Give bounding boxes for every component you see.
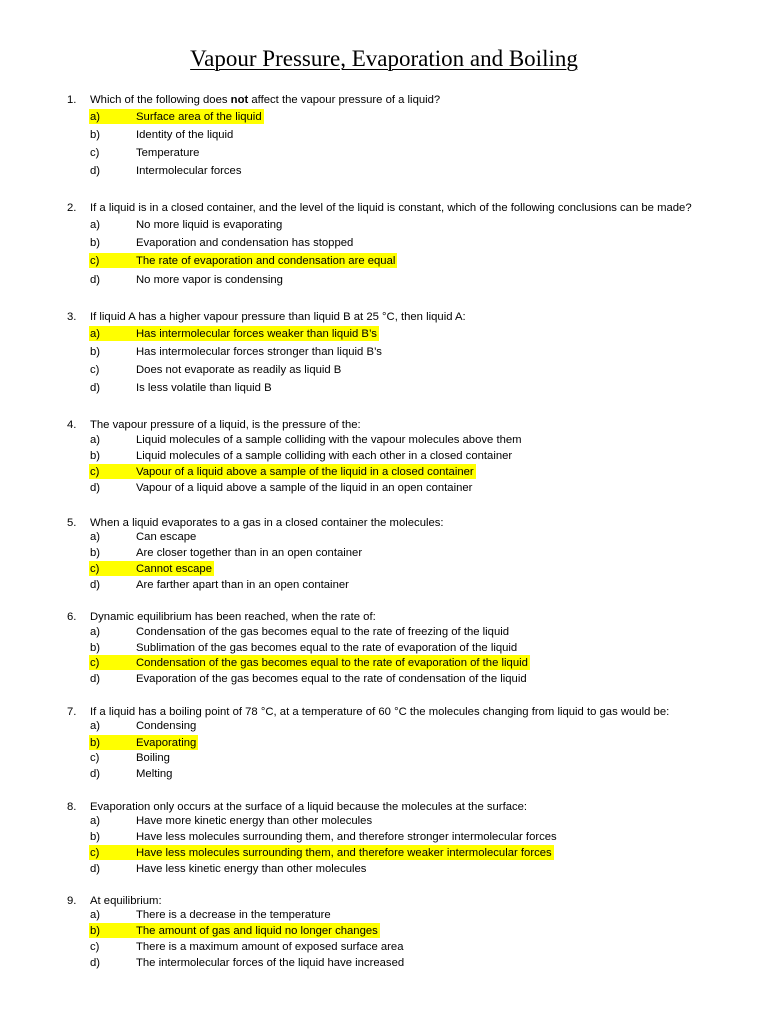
question-7-option-b: Evaporating <box>136 737 197 749</box>
question-2-option-b-label: b) <box>90 237 101 249</box>
question-9-option-b: The amount of gas and liquid no longer changes <box>136 925 378 937</box>
question-3-option-c-label: c) <box>90 364 100 376</box>
question-6-option-c: Condensation of the gas becomes equal to the rate of evaporation of the liquid <box>136 657 528 669</box>
question-7-option-c: Boiling <box>136 752 170 764</box>
question-8-option-b-label: b) <box>90 831 101 843</box>
stem-text: Which of the following does <box>90 94 231 106</box>
question-2-option-d: No more vapor is condensing <box>136 274 283 286</box>
question-7-option-c-label: c) <box>90 752 100 764</box>
question-2-option-c: The rate of evaporation and condensation are equal <box>136 255 396 267</box>
question-9-option-c-label: c) <box>90 941 100 953</box>
question-8-option-b: Have less molecules surrounding them, and therefore stronger intermolecular forces <box>136 831 557 843</box>
question-5-option-a-label: a) <box>90 531 101 543</box>
question-7-number: 7. <box>67 706 77 718</box>
question-2-option-b: Evaporation and condensation has stopped <box>136 237 354 249</box>
question-5-option-b: Are closer together than in an open container <box>136 547 363 559</box>
question-4-option-d: Vapour of a liquid above a sample of the liquid in an open container <box>136 482 473 494</box>
question-8-option-d-label: d) <box>90 863 101 875</box>
question-7-option-b-label: b) <box>90 737 101 749</box>
question-6-option-c-label: c) <box>90 657 100 669</box>
question-5-option-d-label: d) <box>90 579 101 591</box>
question-4-option-c-label: c) <box>90 466 100 478</box>
question-5-number: 5. <box>67 517 77 529</box>
question-9-option-d-label: d) <box>90 957 101 969</box>
question-4-stem: The vapour pressure of a liquid, is the pressure of the: <box>90 419 361 431</box>
question-1-option-d: Intermolecular forces <box>136 165 242 177</box>
question-8-stem: Evaporation only occurs at the surface of a liquid because the molecules at the surface: <box>90 801 528 813</box>
question-9-option-a: There is a decrease in the temperature <box>136 909 331 921</box>
question-5-option-a: Can escape <box>136 531 197 543</box>
page-title-text: Vapour Pressure, Evaporation and Boiling <box>190 46 578 71</box>
question-6-option-d: Evaporation of the gas becomes equal to the rate of condensation of the liquid <box>136 673 527 685</box>
question-3-option-a: Has intermolecular forces weaker than liquid B’s <box>136 328 377 340</box>
question-6-stem: Dynamic equilibrium has been reached, when the rate of: <box>90 611 376 623</box>
question-6-option-a: Condensation of the gas becomes equal to the rate of freezing of the liquid <box>136 626 510 638</box>
question-8-option-c: Have less molecules surrounding them, and therefore weaker intermolecular forces <box>136 847 552 859</box>
question-5-option-d: Are farther apart than in an open container <box>136 579 349 591</box>
question-9-stem: At equilibrium: <box>90 895 162 907</box>
question-1-option-c: Temperature <box>136 147 200 159</box>
question-5-option-c-label: c) <box>90 563 100 575</box>
question-2-option-a: No more liquid is evaporating <box>136 219 283 231</box>
question-2-option-d-label: d) <box>90 274 101 286</box>
question-1-option-a-label: a) <box>90 111 101 123</box>
question-7-option-d: Melting <box>136 768 173 780</box>
question-8-option-c-label: c) <box>90 847 100 859</box>
question-4-option-c: Vapour of a liquid above a sample of the liquid in a closed container <box>136 466 474 478</box>
question-9-number: 9. <box>67 895 77 907</box>
question-3-stem: If liquid A has a higher vapour pressure than liquid B at 25 °C, then liquid A: <box>90 311 466 323</box>
question-4-number: 4. <box>67 419 77 431</box>
stem-text: affect the vapour pressure of a liquid? <box>248 94 441 106</box>
question-4-option-a-label: a) <box>90 434 101 446</box>
question-2-stem: If a liquid is in a closed container, and the level of the liquid is constant, which of the following conclusions can be made? <box>90 202 692 214</box>
question-2-number: 2. <box>67 202 77 214</box>
question-5-option-b-label: b) <box>90 547 101 559</box>
question-3-option-d: Is less volatile than liquid B <box>136 382 272 394</box>
question-7-stem: If a liquid has a boiling point of 78 °C, at a temperature of 60 °C the molecules changing from liquid to gas would be: <box>90 706 670 718</box>
question-6-option-b: Sublimation of the gas becomes equal to the rate of evaporation of the liquid <box>136 642 518 654</box>
question-4-option-a: Liquid molecules of a sample colliding with the vapour molecules above them <box>136 434 522 446</box>
question-6-option-a-label: a) <box>90 626 101 638</box>
question-4-option-d-label: d) <box>90 482 101 494</box>
question-1-stem <box>90 92 440 108</box>
question-9-option-a-label: a) <box>90 909 101 921</box>
stem-emphasis: not <box>230 94 249 106</box>
question-1-option-b: Identity of the liquid <box>136 129 234 141</box>
question-7-option-a: Condensing <box>136 720 197 732</box>
question-3-option-a-label: a) <box>90 328 101 340</box>
question-6-number: 6. <box>67 611 77 623</box>
question-1-option-b-label: b) <box>90 129 101 141</box>
question-3-option-d-label: d) <box>90 382 101 394</box>
question-6-option-b-label: b) <box>90 642 101 654</box>
question-4-option-b-label: b) <box>90 450 101 462</box>
question-7-option-d-label: d) <box>90 768 101 780</box>
question-7-option-a-label: a) <box>90 720 101 732</box>
question-8-option-a: Have more kinetic energy than other molecules <box>136 815 373 827</box>
question-1-option-c-label: c) <box>90 147 100 159</box>
question-3-option-b: Has intermolecular forces stronger than liquid B’s <box>136 346 382 358</box>
question-9-option-c: There is a maximum amount of exposed surface area <box>136 941 404 953</box>
question-9-option-d: The intermolecular forces of the liquid have increased <box>136 957 405 969</box>
question-4-option-b: Liquid molecules of a sample colliding with each other in a closed container <box>136 450 513 462</box>
question-1-number: 1. <box>67 94 77 106</box>
question-6-option-d-label: d) <box>90 673 101 685</box>
question-9-option-b-label: b) <box>90 925 101 937</box>
question-2-option-c-label: c) <box>90 255 100 267</box>
question-8-option-d: Have less kinetic energy than other molecules <box>136 863 367 875</box>
question-8-number: 8. <box>67 801 77 813</box>
question-3-number: 3. <box>67 311 77 323</box>
question-5-option-c: Cannot escape <box>136 563 212 575</box>
question-2-option-a-label: a) <box>90 219 101 231</box>
question-5-stem: When a liquid evaporates to a gas in a closed container the molecules: <box>90 517 444 529</box>
question-1-option-a: Surface area of the liquid <box>136 111 262 123</box>
page-title <box>0 46 768 72</box>
question-1-option-d-label: d) <box>90 165 101 177</box>
question-3-option-b-label: b) <box>90 346 101 358</box>
question-8-option-a-label: a) <box>90 815 101 827</box>
question-3-option-c: Does not evaporate as readily as liquid B <box>136 364 342 376</box>
